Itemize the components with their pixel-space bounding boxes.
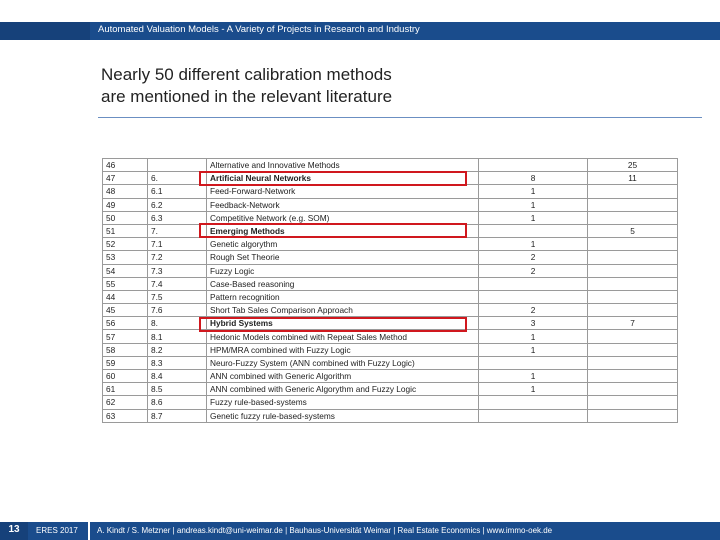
row-number-cell: 44 [103,290,148,303]
count-cell [479,290,588,303]
section-cell: 8.4 [148,370,207,383]
total-cell [588,304,678,317]
section-cell: 6. [148,172,207,185]
row-number-cell: 50 [103,211,148,224]
table-row [103,251,678,264]
header-left-block [0,22,90,40]
method-cell: Case-Based reasoning [207,277,479,290]
slide-title [101,64,661,108]
row-number-cell: 56 [103,317,148,330]
section-cell: 8.5 [148,383,207,396]
section-cell: 8.1 [148,330,207,343]
total-cell [588,343,678,356]
count-cell [479,356,588,369]
total-cell: 7 [588,317,678,330]
row-number-cell: 63 [103,409,148,422]
row-number-cell: 61 [103,383,148,396]
total-cell [588,264,678,277]
table-row [103,370,678,383]
section-cell: 7.2 [148,251,207,264]
count-cell [479,396,588,409]
count-cell: 1 [479,185,588,198]
table-row [103,238,678,251]
total-cell: 5 [588,224,678,237]
count-cell: 1 [479,198,588,211]
header-title: Automated Valuation Models - A Variety of Projects in Research and Industry [98,24,420,35]
count-cell: 1 [479,211,588,224]
footer-bar [0,522,720,540]
row-number-cell: 58 [103,343,148,356]
total-cell: 25 [588,159,678,172]
count-cell: 1 [479,330,588,343]
method-cell: HPM/MRA combined with Fuzzy Logic [207,343,479,356]
count-cell: 1 [479,370,588,383]
total-cell: 11 [588,172,678,185]
section-cell: 7.1 [148,238,207,251]
count-cell: 1 [479,238,588,251]
method-cell: Pattern recognition [207,290,479,303]
section-cell: 7. [148,224,207,237]
method-cell: Artificial Neural Networks [207,172,479,185]
row-number-cell: 51 [103,224,148,237]
table-row [103,304,678,317]
total-cell [588,198,678,211]
count-cell [479,159,588,172]
row-number-cell: 55 [103,277,148,290]
table-row [103,356,678,369]
row-number-cell: 46 [103,159,148,172]
conference-label: ERES 2017 [36,526,78,535]
method-cell: Genetic algorythm [207,238,479,251]
row-number-cell: 59 [103,356,148,369]
row-number-cell: 47 [103,172,148,185]
method-cell: Feedback-Network [207,198,479,211]
method-cell: Fuzzy Logic [207,264,479,277]
highlight-box-ann [199,171,467,186]
total-cell [588,277,678,290]
table-row [103,159,678,172]
table-row [103,185,678,198]
method-cell: ANN combined with Generic Algorythm and Fuzzy Logic [207,383,479,396]
table-row [103,409,678,422]
total-cell [588,251,678,264]
method-cell: Neuro-Fuzzy System (ANN combined with Fuzzy Logic) [207,356,479,369]
method-cell: Emerging Methods [207,224,479,237]
highlight-box-hybrid [199,317,467,332]
footer-separator [88,522,90,540]
method-cell: ANN combined with Generic Algorithm [207,370,479,383]
count-cell [479,224,588,237]
section-cell: 7.5 [148,290,207,303]
table-row [103,396,678,409]
section-cell: 8.2 [148,343,207,356]
page-number: 13 [8,524,20,535]
count-cell: 2 [479,264,588,277]
section-cell: 6.1 [148,185,207,198]
table-row [103,343,678,356]
method-cell: Genetic fuzzy rule-based-systems [207,409,479,422]
highlight-box-emerging [199,223,467,238]
section-cell: 7.4 [148,277,207,290]
title-underline [98,117,702,118]
table-row [103,264,678,277]
row-number-cell: 54 [103,264,148,277]
section-cell [148,159,207,172]
header-bar [0,0,720,40]
section-cell: 8.6 [148,396,207,409]
table-row [103,198,678,211]
count-cell: 2 [479,304,588,317]
calibration-methods-table [102,158,678,423]
section-cell: 8. [148,317,207,330]
section-cell: 8.7 [148,409,207,422]
total-cell [588,356,678,369]
count-cell: 1 [479,343,588,356]
total-cell [588,290,678,303]
section-cell: 7.6 [148,304,207,317]
method-cell: Short Tab Sales Comparison Approach [207,304,479,317]
section-cell: 7.3 [148,264,207,277]
method-cell: Rough Set Theorie [207,251,479,264]
total-cell [588,185,678,198]
table-row [103,290,678,303]
row-number-cell: 45 [103,304,148,317]
count-cell: 2 [479,251,588,264]
total-cell [588,383,678,396]
method-cell: Hedonic Models combined with Repeat Sales Method [207,330,479,343]
section-cell: 6.3 [148,211,207,224]
row-number-cell: 53 [103,251,148,264]
total-cell [588,238,678,251]
total-cell [588,330,678,343]
count-cell [479,277,588,290]
footer-credits: A. Kindt / S. Metzner | andreas.kindt@uni-weimar.de | Bauhaus-Universität Weimar | Real Estate Economics | www.immo-oek.de [97,526,553,535]
total-cell [588,370,678,383]
section-cell: 6.2 [148,198,207,211]
method-cell: Competitive Network (e.g. SOM) [207,211,479,224]
method-cell: Feed-Forward-Network [207,185,479,198]
method-cell: Hybrid Systems [207,317,479,330]
method-cell: Fuzzy rule-based-systems [207,396,479,409]
count-cell [479,409,588,422]
row-number-cell: 48 [103,185,148,198]
section-cell: 8.3 [148,356,207,369]
row-number-cell: 62 [103,396,148,409]
slide-title-line-2: are mentioned in the relevant literature [101,87,393,106]
count-cell: 3 [479,317,588,330]
total-cell [588,396,678,409]
count-cell: 1 [479,383,588,396]
slide-title-line-1: Nearly 50 different calibration methods [101,65,392,84]
method-cell: Alternative and Innovative Methods [207,159,479,172]
table-row [103,383,678,396]
row-number-cell: 60 [103,370,148,383]
row-number-cell: 49 [103,198,148,211]
table-row [103,277,678,290]
count-cell: 8 [479,172,588,185]
total-cell [588,211,678,224]
row-number-cell: 52 [103,238,148,251]
row-number-cell: 57 [103,330,148,343]
total-cell [588,409,678,422]
